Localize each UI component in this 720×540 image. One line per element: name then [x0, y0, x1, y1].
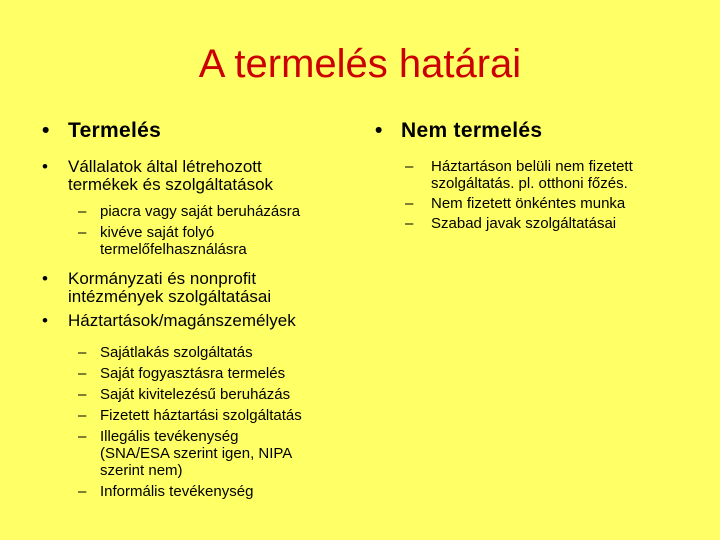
item-line: Háztartáson belüli nem fizetett — [431, 158, 633, 175]
item-line: Informális tevékenység — [100, 483, 254, 500]
item-line: (SNA/ESA szerint igen, NIPA — [100, 445, 293, 462]
sub-list-item — [42, 386, 372, 403]
item-line: szolgáltatás. pl. otthoni főzés. — [431, 175, 628, 192]
dash: – — [78, 428, 87, 445]
item-line: piacra vagy saját beruházásra — [100, 203, 301, 220]
dash: – — [78, 344, 87, 361]
sub-list-item — [375, 195, 695, 212]
item-line: termelőfelhasználásra — [100, 241, 247, 258]
sub-list-item — [375, 158, 695, 192]
item-line: Sajátlakás szolgáltatás — [100, 344, 253, 361]
dash: – — [78, 386, 87, 403]
sub-list-item — [42, 344, 372, 361]
item-line: Háztartások/magánszemélyek — [68, 311, 296, 330]
sub-list-item — [42, 428, 372, 479]
list-item — [42, 312, 372, 330]
right-column — [375, 118, 695, 235]
item-line: szerint nem) — [100, 462, 183, 479]
item-line: Fizetett háztartási szolgáltatás — [100, 407, 302, 424]
bullet: • — [42, 269, 48, 288]
sub-list-item — [375, 215, 695, 232]
non-production-heading — [375, 118, 695, 144]
item-line: Saját fogyasztásra termelés — [100, 365, 286, 382]
production-heading — [42, 118, 372, 144]
heading-text: Nem termelés — [401, 119, 543, 142]
list-item — [42, 158, 372, 194]
sub-list-item — [42, 483, 372, 500]
bullet: • — [375, 119, 383, 142]
bullet: • — [42, 119, 50, 142]
bullet: • — [42, 157, 48, 176]
item-line: Saját kivitelezésű beruházás — [100, 386, 291, 403]
slide-title: A termelés határai — [198, 42, 522, 86]
item-line: Kormányzati és nonprofit — [68, 269, 257, 288]
item-line: Vállalatok által létrehozott — [68, 157, 262, 176]
item-line: Nem fizetett önkéntes munka — [431, 195, 626, 212]
left-column — [42, 118, 372, 504]
sub-list-item — [42, 203, 372, 220]
heading-text: Termelés — [68, 119, 162, 142]
item-line: Illegális tevékenység — [100, 428, 239, 445]
list-item — [42, 270, 372, 306]
item-line: termékek és szolgáltatások — [68, 175, 274, 194]
dash: – — [78, 224, 87, 241]
item-line: kivéve saját folyó — [100, 224, 215, 241]
dash: – — [405, 195, 414, 212]
item-line: intézmények szolgáltatásai — [68, 287, 272, 306]
bullet: • — [42, 311, 48, 330]
sub-list-item — [42, 407, 372, 424]
dash: – — [405, 158, 414, 175]
dash: – — [405, 215, 414, 232]
sub-list-item — [42, 365, 372, 382]
item-line: Szabad javak szolgáltatásai — [431, 215, 617, 232]
dash: – — [78, 203, 87, 220]
sub-list-item — [42, 224, 372, 258]
dash: – — [78, 365, 87, 382]
dash: – — [78, 407, 87, 424]
dash: – — [78, 483, 87, 500]
